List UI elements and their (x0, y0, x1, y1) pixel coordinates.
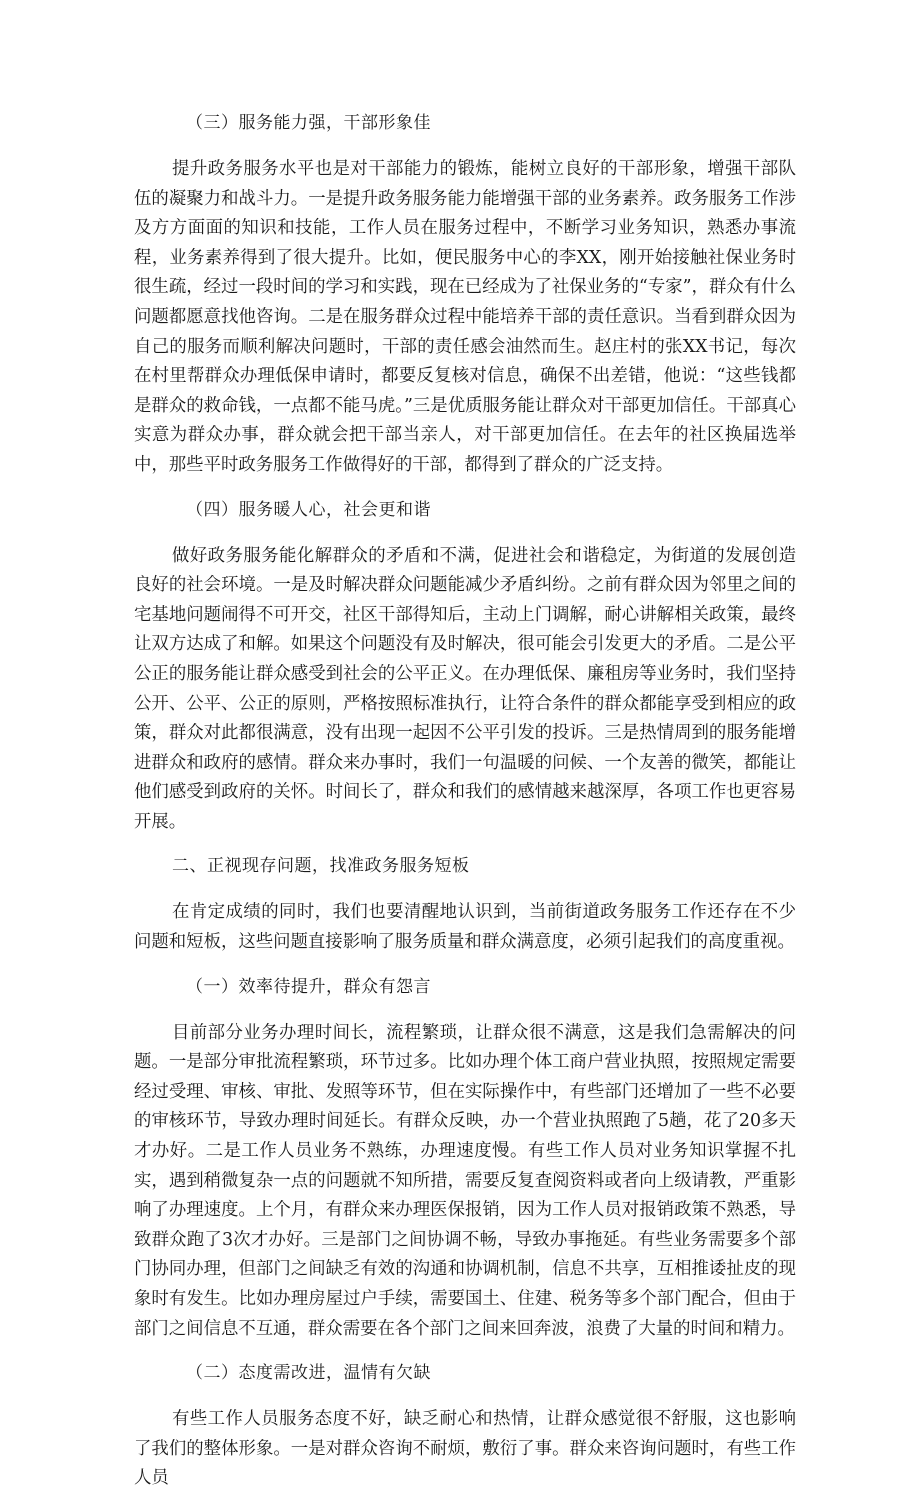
subsection-heading-2: （二）态度需改进，温情有欠缺 (186, 1363, 431, 1384)
section-heading-2: 二、正视现存问题，找准政务服务短板 (172, 856, 470, 877)
paragraph: 目前部分业务办理时间长，流程繁琐，让群众很不满意，这是我们急需解决的问题。一是部分审批流程繁琐，环节过多。比如办理个体工商户营业执照，按照规定需要经过受理、审核、审批、发照等环节，但在实际操作中，有些部门还增加了一些不必要的审核环节，导致办理时间延长。有群众反映，办一个营业执照跑了5趟，花了20多天才办好。二是工作人员业务不熟练，办理速度慢。有些工作人员对业务知识掌握不扎实，遇到稍微复杂一点的问题就不知所措，需要反复查阅资料或者向上级请教，严重影响了办理速度。上个月，有群众来办理医保报销，因为工作人员对报销政策不熟悉，导致群众跑了3次才办好。三是部门之间协调不畅，导致办事拖延。有些业务需要多个部门协同办理，但部门之间缺乏有效的沟通和协调机制，信息不共享，互相推诿扯皮的现象时有发生。比如办理房屋过户手续，需要国土、住建、税务等多个部门配合，但由于部门之间信息不互通，群众需要在各个部门之间来回奔波，浪费了大量的时间和精力。 (134, 1022, 796, 1339)
paragraph: 提升政务服务水平也是对干部能力的锻炼，能树立良好的干部形象，增强干部队伍的凝聚力和战斗力。一是提升政务服务能力能增强干部的业务素养。政务服务工作涉及方方面面的知识和技能，工作人员在服务过程中，不断学习业务知识，熟悉办事流程，业务素养得到了很大提升。比如，便民服务中心的李XX，刚开始接触社保业务时很生疏，经过一段时间的学习和实践，现在已经成为了社保业务的“专家”，群众有什么问题都愿意找他咨询。二是在服务群众过程中能培养干部的责任意识。当看到群众因为自己的服务而顺利解决问题时，干部的责任感会油然而生。赵庄村的张XX书记，每次在村里帮群众办理低保申请时，都要反复核对信息，确保不出差错，他说：“这些钱都是群众的救命钱，一点都不能马虎。”三是优质服务能让群众对干部更加信任。干部真心实意为群众办事，群众就会把干部当亲人，对干部更加信任。在去年的社区换届选举中，那些平时政务服务工作做得好的干部，都得到了群众的广泛支持。 (134, 159, 796, 475)
document-page (134, 108, 796, 1508)
paragraph: 做好政务服务能化解群众的矛盾和不满，促进社会和谐稳定，为街道的发展创造良好的社会环境。一是及时解决群众问题能减少矛盾纠纷。之前有群众因为邻里之间的宅基地问题闹得不可开交，社区干部得知后，主动上门调解，耐心讲解相关政策，最终让双方达成了和解。如果这个问题没有及时解决，很可能会引发更大的矛盾。二是公平公正的服务能让群众感受到社会的公平正义。在办理低保、廉租房等业务时，我们坚持公开、公平、公正的原则，严格按照标准执行，让符合条件的群众都能享受到相应的政策，群众对此都很满意，没有出现一起因不公平引发的投诉。三是热情周到的服务能增进群众和政府的感情。群众来办事时，我们一句温暖的问候、一个友善的微笑，都能让他们感受到政府的关怀。时间长了，群众和我们的感情越来越深厚，各项工作也更容易开展。 (134, 545, 796, 832)
subsection-heading-3: （三）服务能力强，干部形象佳 (186, 113, 431, 133)
paragraph: 有些工作人员服务态度不好，缺乏耐心和热情，让群众感觉很不舒服，这也影响了我们的整体形象。一是对群众咨询不耐烦，敷衍了事。群众来咨询问题时，有些工作人员 (134, 1409, 796, 1489)
paragraph: 在肯定成绩的同时，我们也要清醒地认识到，当前街道政务服务工作还存在不少问题和短板，这些问题直接影响了服务质量和群众满意度，必须引起我们的高度重视。 (134, 902, 796, 953)
subsection-heading-4: （四）服务暖人心，社会更和谐 (186, 499, 431, 520)
subsection-heading-1: （一）效率待提升，群众有怨言 (186, 976, 431, 997)
